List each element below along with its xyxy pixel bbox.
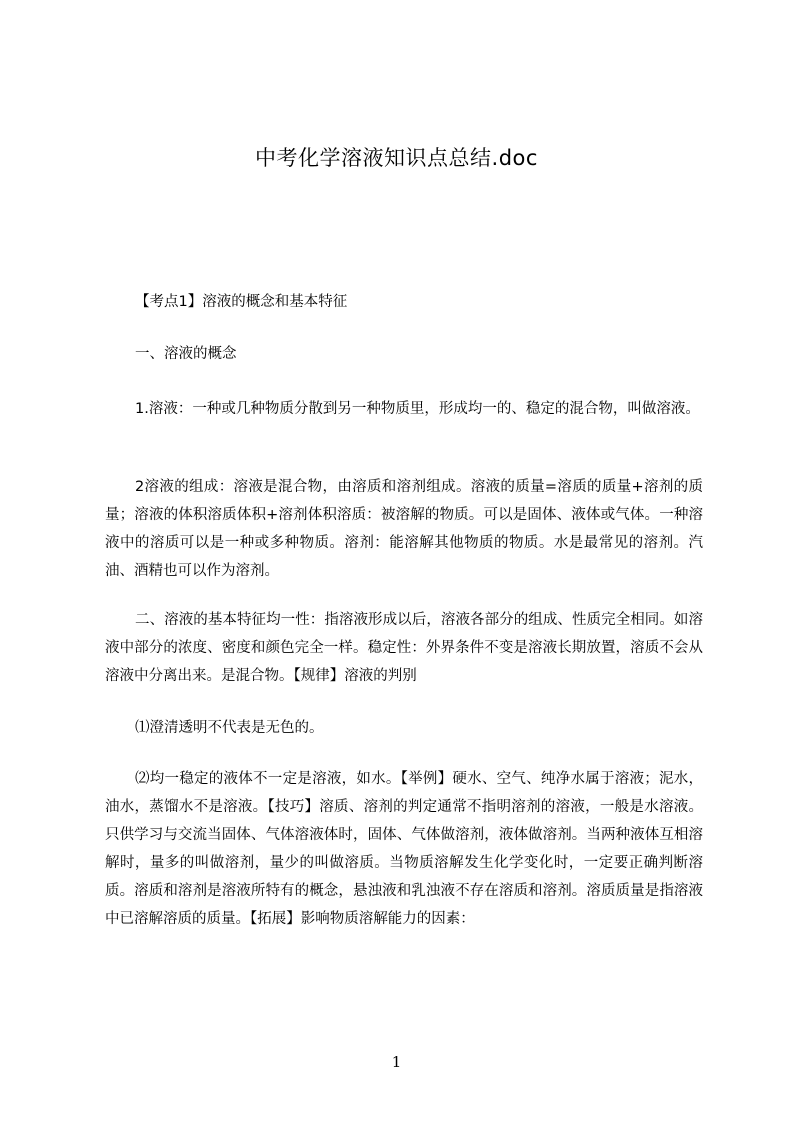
paragraph-definition: 1.溶液：一种或几种物质分散到另一种物质里，形成均一的、稳定的混合物，叫做溶液。 bbox=[135, 401, 700, 417]
paragraph-rule-1: ⑴澄清透明不代表是无色的。 bbox=[135, 720, 324, 736]
paragraph-rule-2: ⑵均一稳定的液体不一定是溶液，如水。【举例】硬水、空气、纯净水属于溶液；泥水，油水，蒸馏水不是溶液。【技巧】溶质、溶剂的判定通常不指明溶剂的溶液，一般是水溶液。只供学习与交流当固体、气体溶液体时，固体、气体做溶剂，液体做溶剂。当两种液体互相溶解时，量多的叫做溶剂，量少的叫做溶质。当物质溶解发生化学变化时，一定要正确判断溶质。溶质和溶剂是溶液所特有的概念，悬浊液和乳浊液不存在溶质和溶剂。溶质质量是指溶液中已溶解溶质的质量。【拓展】影响物质溶解能力的因素： bbox=[105, 771, 703, 927]
document-title: 中考化学溶液知识点总结.doc bbox=[255, 146, 538, 170]
subsection-heading-concept: 一、溶液的概念 bbox=[135, 346, 237, 362]
paragraph-composition: 2溶液的组成：溶液是混合物，由溶质和溶剂组成。溶液的质量=溶质的质量+溶剂的质量；溶液的体积溶质体积+溶剂体积溶质：被溶解的物质。可以是固体、液体或气体。一种溶液中的溶质可以是一种或多种物质。溶剂：能溶解其他物质的物质。水是最常见的溶剂。汽油、酒精也可以作为溶剂。 bbox=[105, 479, 703, 579]
page-number: 1 bbox=[391, 1053, 402, 1071]
section-heading-kaodian-1: 【考点1】溶液的概念和基本特征 bbox=[135, 294, 348, 310]
paragraph-basic-features: 二、溶液的基本特征均一性：指溶液形成以后，溶液各部分的组成、性质完全相同。如溶液中部分的浓度、密度和颜色完全一样。稳定性：外界条件不变是溶液长期放置，溶质不会从溶液中分离出来。是混合物。【规律】溶液的判别 bbox=[105, 612, 703, 684]
